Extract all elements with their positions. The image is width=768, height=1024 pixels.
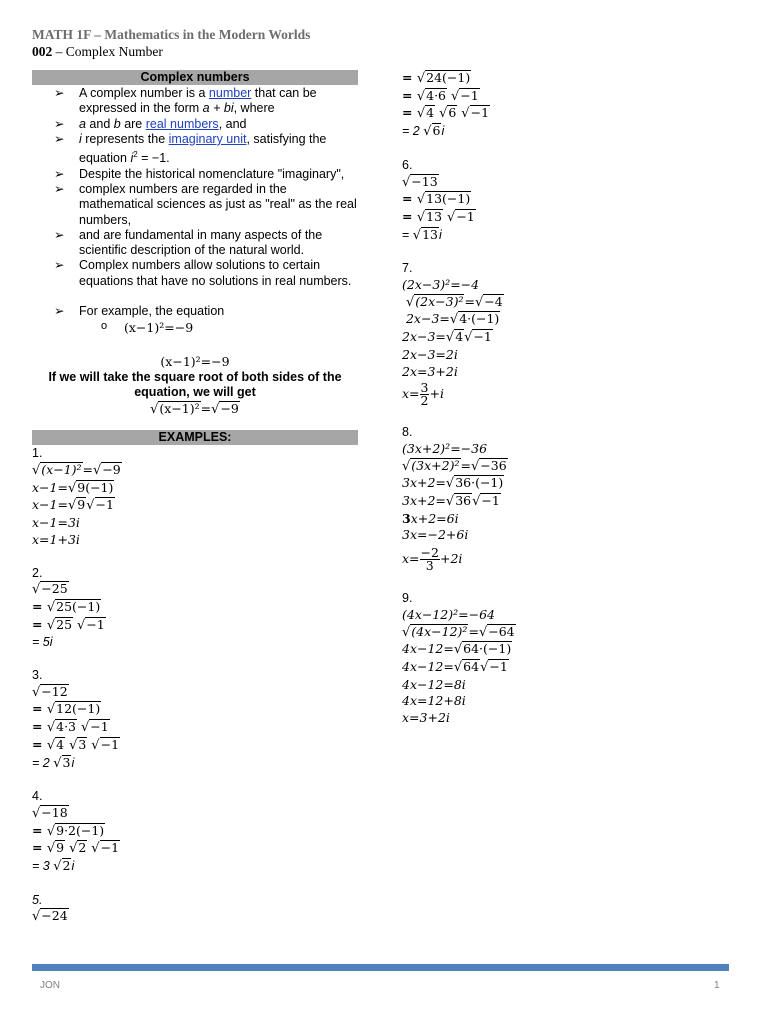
- centered-equation: (x−1)²=−9: [160, 354, 230, 370]
- page-number: 1: [714, 980, 720, 991]
- example-1: 1. √(x−1)²=√−9 x−1=√9(−1) x−1=√9√−1 x−1=3i x=1+3i: [32, 446, 121, 547]
- footer-author: JON: [40, 980, 60, 991]
- topic-subtitle: [32, 43, 732, 60]
- example-5: 5. √−24: [32, 892, 68, 925]
- bullet-example: ➢ For example, the equation: [54, 304, 225, 319]
- document-header: [32, 26, 732, 60]
- sub-bullet-equation: o (x−1)²=−9: [101, 320, 194, 336]
- example-8: 8. (3x+2)²=−36 √(3x+2)²=√−36 3x+2=√36·(−1) 3x+2=√36√−1 3x+2=6i 3x=−2+6i x= $\frac{-2}{3}$ +2i: [402, 425, 507, 574]
- intro-bullet-list: [32, 86, 358, 319]
- arrow-bullet-icon: ➢: [54, 227, 65, 242]
- example-5-continued: = √24(−1) = √4·6 √−1 = √4 √6 √−1 = 2 √6i: [402, 70, 490, 140]
- arrow-bullet-icon: ➢: [54, 86, 65, 100]
- arrow-bullet-icon: ➢: [54, 131, 65, 146]
- link-imaginary-unit[interactable]: imaginary unit: [168, 131, 247, 146]
- left-column: [32, 70, 358, 926]
- course-title: MATH 1F – Mathematics in the Modern Worlds: [32, 27, 311, 42]
- arrow-bullet-icon: ➢: [54, 258, 65, 273]
- link-real-numbers[interactable]: real numbers: [145, 116, 219, 131]
- examples-list-left: [32, 445, 358, 926]
- bullet-imaginary-unit: ➢ i represents the imaginary unit, satisfying the equation $i^2 = -1$.: [54, 131, 327, 166]
- square-root-note: If we will take the square root of both sides of the equation, we will get: [48, 370, 342, 400]
- arrow-bullet-icon: ➢: [54, 181, 65, 196]
- examples-title-band: EXAMPLES:: [32, 430, 358, 445]
- root-equation: √(x−1)²=√−9: [150, 401, 239, 418]
- footer-bar: [32, 964, 729, 971]
- bullet-real-parts: ➢ a and b are real numbers, and: [54, 116, 247, 131]
- example-2: 2. √−25 = √25(−1) = √25 √−1 = 5i: [32, 565, 105, 650]
- bullet-solutions: ➢ Complex numbers allow solutions to certain equations that have no solutions in real numbers.: [54, 258, 352, 288]
- arrow-bullet-icon: ➢: [54, 304, 65, 319]
- bullet-real-sciences: ➢ complex numbers are regarded in the mathematical sciences as just as "real" as the real numbers,: [54, 181, 357, 227]
- example-6: 6. √−13 = √13(−1) = √13 √−1 = √13i: [402, 157, 475, 243]
- topic-code: 002: [32, 44, 53, 59]
- link-number[interactable]: number: [208, 86, 252, 100]
- circle-bullet-icon: o: [101, 320, 108, 333]
- example-9: 9. (4x−12)²=−64 √(4x−12)²=√−64 4x−12=√64·(−1) 4x−12=√64√−1 4x−12=8i 4x=12+8i x=3+2i: [402, 591, 515, 726]
- example-4: 4. √−18 = √9·2(−1) = √9 √2 √−1 = 3 √2i: [32, 789, 120, 875]
- right-column: [402, 70, 732, 727]
- bullet-fundamental: ➢ and are fundamental in many aspects of the scientific description of the natural world.: [54, 227, 323, 258]
- topic-name: – Complex Number: [52, 44, 163, 59]
- section-title-band: Complex numbers: [32, 70, 358, 85]
- arrow-bullet-icon: ➢: [54, 116, 65, 131]
- arrow-bullet-icon: ➢: [54, 166, 65, 181]
- example-7: 7. (2x−3)²=−4 √(2x−3)²=√−4 2x−3=√4·(−1) 2x−3=√4√−1 2x−3=2i 2x=3+2i x= $\frac{3}{2}$ +i: [402, 261, 503, 409]
- example-3: 3. √−12 = √12(−1) = √4·3 √−1 = √4 √3 √−1 = 2 √3i: [32, 668, 120, 771]
- bullet-nomenclature: ➢ Despite the historical nomenclature "imaginary",: [54, 166, 345, 181]
- bullet-definition: ➢ A complex number is a number that can be expressed in the form a + bi, where: [54, 86, 317, 116]
